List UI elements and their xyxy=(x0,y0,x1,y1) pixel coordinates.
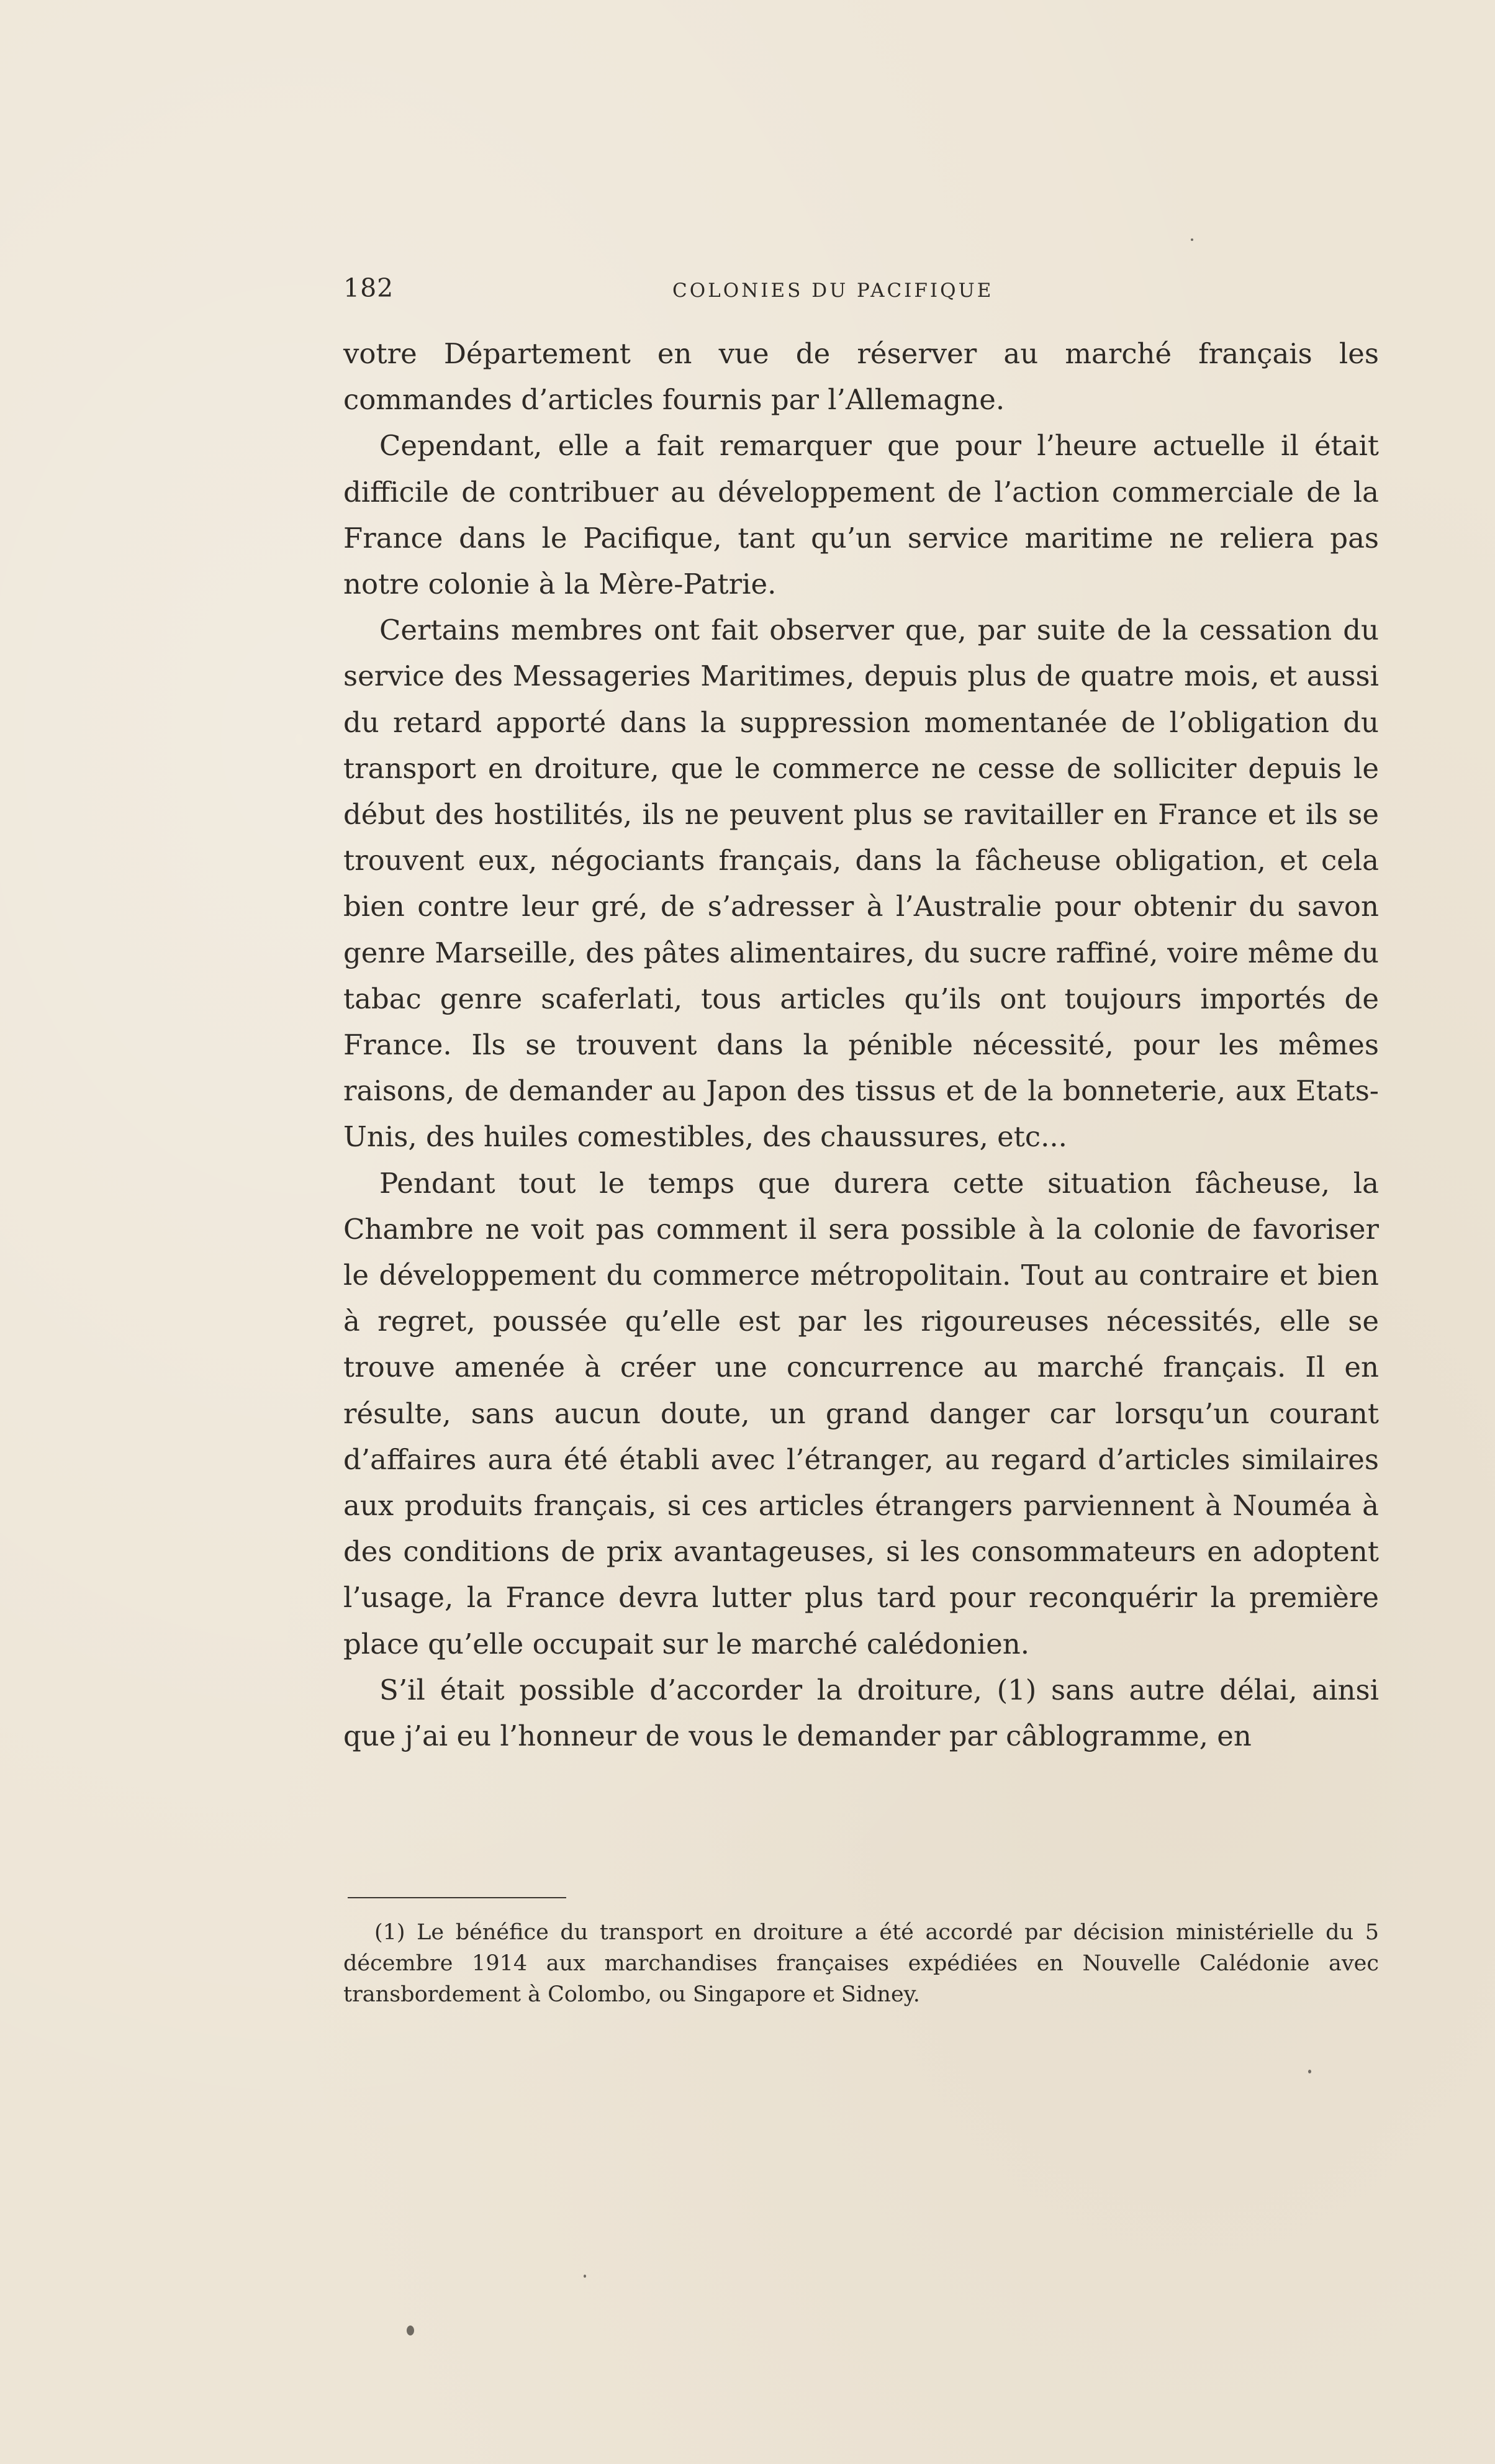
paragraph: votre Département en vue de réserver au marché français les commandes d’articles fournis par l’Allemagne. xyxy=(343,337,1379,417)
ink-speck xyxy=(584,2275,586,2278)
footnote-separator xyxy=(348,1897,566,1898)
paragraph: Certains membres ont fait observer que, par suite de la cessation du service des Messageries Maritimes, depuis plus de quatre mois, et aussi du retard apporté dans la suppression momentanée de l’obligation du transport en droiture, que le commerce ne cesse de solliciter depuis le début des hostilités, ils ne peuvent plus se ravitailler en France et ils se trouvent eux, négociants français, dans la fâcheuse obligation, et cela bien contre leur gré, de s’adresser à l’Australie pour obtenir du savon genre Marseille, des pâtes alimentaires, du sucre raffiné, voire même du tabac genre scaferlati, tous articles qu’ils ont toujours importés de France. Ils se trouvent dans la pénible nécessité, pour les mêmes raisons, de demander au Japon des tissus et de la bonneterie, aux Etats-Unis, des huiles comestibles, des chaussures, etc... xyxy=(343,614,1379,1154)
ink-speck xyxy=(407,2326,414,2335)
ink-speck xyxy=(1191,238,1193,241)
ink-speck xyxy=(1308,2070,1311,2073)
paragraph: Pendant tout le temps que durera cette situation fâcheuse, la Chambre ne voit pas comment il sera possible à la colonie de favoriser le développement du commerce métropolitain. Tout au contraire et bien à regret, poussée qu’elle est par les rigoureuses nécessités, elle se trouve amenée à créer une concurrence au marché français. Il en résulte, sans aucun doute, un grand danger car lorsqu’un courant d’affaires aura été établi avec l’étranger, au regard d’articles similaires aux produits français, si ces articles étrangers parviennent à Nouméa à des conditions de prix avantageuses, si les consommateurs en adoptent l’usage, la France devra lutter plus tard pour reconquérir la première place qu’elle occupait sur le marché calédonien. xyxy=(343,1166,1379,1660)
running-head xyxy=(343,273,1379,310)
paragraph: Cependant, elle a fait remarquer que pour l’heure actuelle il était difficile de contribuer au développement de l’action commerciale de la France dans le Pacifique, tant qu’un service maritime ne reliera pas notre colonie à la Mère-Patrie. xyxy=(343,429,1379,601)
body-text xyxy=(343,331,1379,1759)
page-number: 182 xyxy=(343,273,394,303)
paragraph: S’il était possible d’accorder la droiture, (1) sans autre délai, ainsi que j’ai eu l’honneur de vous le demander par câblogramme, en xyxy=(343,1673,1379,1753)
running-title: COLONIES DU PACIFIQUE xyxy=(672,279,994,302)
footnote: (1) Le bénéfice du transport en droiture a été accordé par décision ministérielle du 5 décembre 1914 aux marchandises françaises expédiées en Nouvelle Calédonie avec transbordement à Colombo, ou Singapore et Sidney. xyxy=(343,1920,1379,2007)
